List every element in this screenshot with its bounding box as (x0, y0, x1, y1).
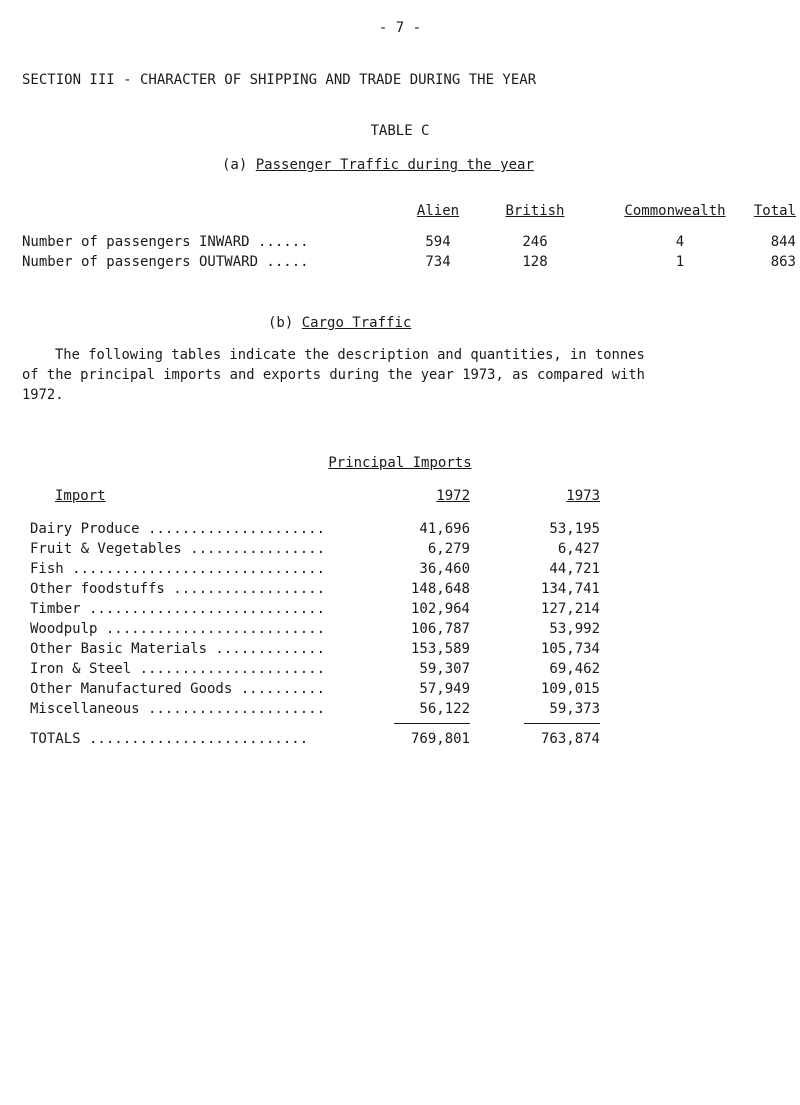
imports-cell-1972: 153,589 (410, 641, 470, 657)
totals-label: TOTALS .......................... (30, 731, 309, 747)
cargo-heading-text: Cargo Traffic (301, 315, 412, 331)
cargo-intro-line: 1972. (22, 387, 64, 403)
imports-cell-1973: 59,373 (549, 701, 600, 717)
cargo-heading (268, 315, 411, 331)
passenger-heading-text: Passenger Traffic during the year (255, 157, 534, 173)
passenger-heading-prefix: (a) (222, 157, 248, 173)
imports-row-label: Other foodstuffs .................. (30, 581, 326, 597)
passenger-cell: 863 (770, 254, 796, 270)
passenger-cell: 4 (675, 234, 685, 250)
imports-cell-1972: 36,460 (419, 561, 470, 577)
imports-row-label: Fruit & Vegetables ................ (30, 541, 326, 557)
cargo-heading-prefix: (b) (268, 315, 294, 331)
imports-cell-1972: 57,949 (419, 681, 470, 697)
imports-cell-1973: 134,741 (540, 581, 600, 597)
passenger-cell: 594 (425, 234, 451, 250)
imports-row-label: Dairy Produce ..................... (30, 521, 326, 537)
passenger-row-label: Number of passengers OUTWARD ..... (22, 254, 309, 270)
imports-row-label: Miscellaneous ..................... (30, 701, 326, 717)
page-number: - 7 - (378, 20, 422, 36)
imports-cell-1973: 127,214 (540, 601, 600, 617)
imports-cell-1972: 106,787 (410, 621, 470, 637)
imports-cell-1973: 105,734 (540, 641, 600, 657)
imports-cell-1972: 148,648 (410, 581, 470, 597)
passenger-heading (222, 157, 534, 173)
passenger-cell: 128 (522, 254, 548, 270)
imports-row-label: Fish .............................. (30, 561, 326, 577)
imports-cell-1973: 6,427 (557, 541, 600, 557)
table-title: TABLE C (370, 123, 430, 139)
imports-row-label: Other Basic Materials ............. (30, 641, 326, 657)
imports-cell-1972: 56,122 (419, 701, 470, 717)
imports-cell-1973: 109,015 (540, 681, 600, 697)
imports-heading: Principal Imports (328, 455, 472, 471)
imports-cell-1972: 59,307 (419, 661, 470, 677)
imports-col-1972: 1972 (436, 488, 470, 504)
imports-col-1973: 1973 (566, 488, 600, 504)
imports-cell-1972: 102,964 (410, 601, 470, 617)
passenger-row-label: Number of passengers INWARD ...... (22, 234, 309, 250)
passenger-cell: 246 (522, 234, 548, 250)
cargo-intro-line: The following tables indicate the description and quantities, in tonnes (55, 347, 645, 363)
passenger-cell: 734 (425, 254, 451, 270)
imports-row-label: Timber ............................ (30, 601, 326, 617)
imports-cell-1972: 6,279 (427, 541, 470, 557)
imports-row-label: Iron & Steel ...................... (30, 661, 326, 677)
passenger-cell: 844 (770, 234, 796, 250)
totals-rule-1972 (394, 723, 470, 724)
totals-1972: 769,801 (410, 731, 470, 747)
imports-row-label: Other Manufactured Goods .......... (30, 681, 326, 697)
section-title: SECTION III - CHARACTER OF SHIPPING AND TRADE DURING THE YEAR (22, 72, 537, 88)
imports-cell-1973: 53,992 (549, 621, 600, 637)
imports-row-label: Woodpulp .......................... (30, 621, 326, 637)
cargo-intro-line: of the principal imports and exports during the year 1973, as compared with (22, 367, 645, 383)
imports-cell-1972: 41,696 (419, 521, 470, 537)
totals-rule-1973 (524, 723, 600, 724)
totals-1973: 763,874 (540, 731, 600, 747)
passenger-col-commonwealth: Commonwealth (624, 203, 726, 219)
imports-cell-1973: 53,195 (549, 521, 600, 537)
passenger-col-british: British (505, 203, 565, 219)
imports-cell-1973: 44,721 (549, 561, 600, 577)
passenger-cell: 1 (675, 254, 685, 270)
imports-cell-1973: 69,462 (549, 661, 600, 677)
imports-col-import: Import (55, 488, 106, 504)
passenger-col-total: Total (753, 203, 796, 219)
passenger-col-alien: Alien (416, 203, 460, 219)
